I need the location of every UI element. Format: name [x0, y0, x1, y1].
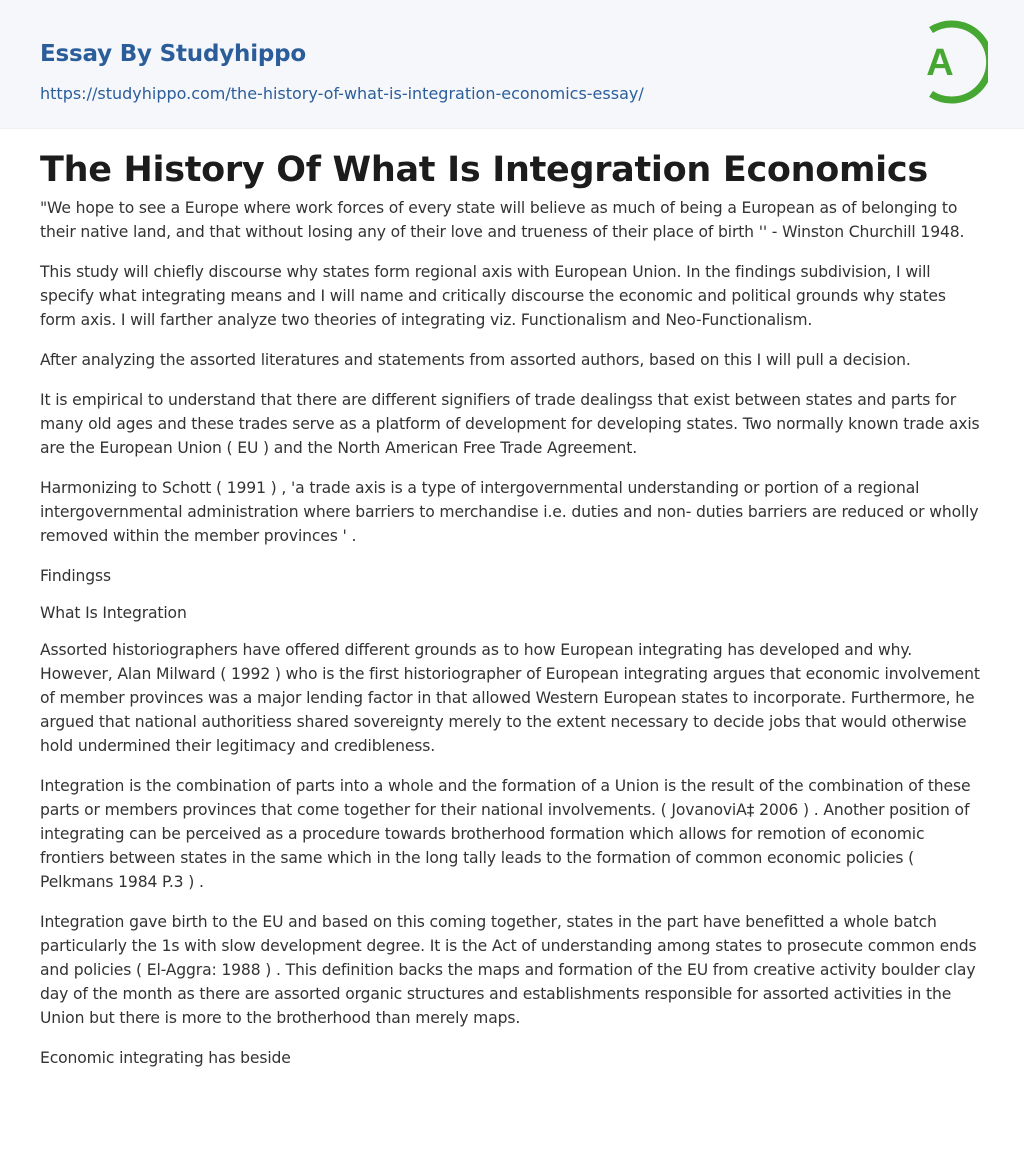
article-paragraph: Assorted historiographers have offered different grounds as to how European integrating has developed and why. However, Alan Milward ( 1992 ) who is the first historiographer of European integrating argues that economic involvement of member provinces was a major lending factor in that allowed Western European states to incorporate. Furthermore, he argued that national authoritiess shared sovereignty merely to the extent necessary to decide jobs that would otherwise hold undermined their legitimacy and credibleness.: [40, 641, 980, 755]
article-paragraph: It is empirical to understand that there are different signifiers of trade dealingss that exist between states and parts for many old ages and these trades serve as a platform of development for developing states. Two normally known trade axis are the European Union ( EU ) and the North American Free Trade Agreement.: [40, 391, 980, 457]
article-paragraph: Economic integrating has beside: [40, 1049, 291, 1067]
article-paragraph: After analyzing the assorted literatures and statements from assorted authors, based on this I will pull a decision.: [40, 351, 911, 369]
article-paragraph: "We hope to see a Europe where work forces of every state will believe as much of being a European as of belonging to their native land, and that without losing any of their love and trueness of their place of birth '' - Winston Churchill 1948.: [40, 199, 965, 241]
site-name-link[interactable]: Essay By Studyhippo: [40, 41, 307, 67]
article-body: [0, 129, 1024, 1070]
circle-a-logo-icon[interactable]: [912, 18, 988, 106]
article-url-link[interactable]: https://studyhippo.com/the-history-of-what-is-integration-economics-essay/: [40, 84, 644, 103]
section-heading-what-is-integration: What Is Integration: [40, 604, 187, 622]
page-title: The History Of What Is Integration Economics: [40, 150, 928, 190]
article-paragraph: Harmonizing to Schott ( 1991 ) , 'a trade axis is a type of intergovernmental understanding or portion of a regional intergovernmental administration where barriers to merchandise i.e. duties and non- duties barriers are reduced or wholly removed within the member provinces ' .: [40, 479, 979, 545]
article-paragraph: This study will chiefly discourse why states form regional axis with European Union. In the findings subdivision, I will specify what integrating means and I will name and critically discourse the economic and political grounds why states form axis. I will farther analyze two theories of integrating viz. Functionalism and Neo-Functionalism.: [40, 263, 946, 329]
article-paragraph: Integration is the combination of parts into a whole and the formation of a Union is the result of the combination of these parts or members provinces that come together for their national involvements. ( JovanoviA‡ 2006 ) . Another position of integrating can be perceived as a procedure towards brotherhood formation which allows for remotion of economic frontiers between states in the same which in the long tally leads to the formation of common economic policies ( Pelkmans 1984 P.3 ) .: [40, 777, 971, 891]
article-paragraph: Integration gave birth to the EU and based on this coming together, states in the part have benefitted a whole batch particularly the 1s with slow development degree. It is the Act of understanding among states to prosecute common ends and policies ( El-Aggra: 1988 ) . This definition backs the maps and formation of the EU from creative activity boulder clay day of the month as there are assorted organic structures and establishments responsible for assorted activities in the Union but there is more to the brotherhood than merely maps.: [40, 913, 977, 1027]
site-header: [0, 0, 1024, 129]
section-heading-findings: Findingss: [40, 567, 111, 585]
logo-letter: A: [926, 42, 954, 84]
